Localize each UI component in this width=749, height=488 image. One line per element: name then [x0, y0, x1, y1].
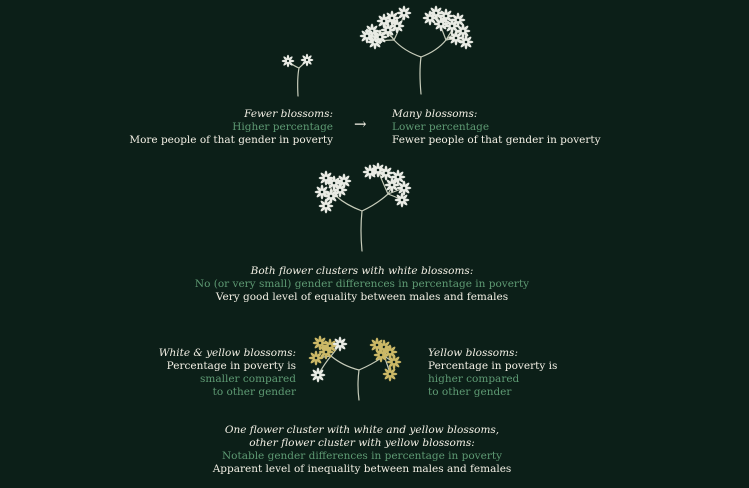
- yellow-line2: higher compared: [428, 373, 520, 385]
- fewer-blossoms-metric: Higher percentage: [232, 121, 333, 133]
- blossom-icon: [282, 55, 295, 68]
- blossom-icon: [319, 345, 334, 360]
- many-blossoms-meaning: Fewer people of that gender in poverty: [392, 134, 601, 146]
- mixed-title-line1: One flower cluster with white and yellow blossoms,: [224, 424, 500, 436]
- both-white-flower-icon: [315, 163, 412, 251]
- blossom-icon: [397, 6, 412, 21]
- fewer-blossoms-title: Fewer blossoms:: [244, 108, 333, 120]
- blossom-icon: [423, 11, 438, 26]
- right-arrow-icon: →: [354, 115, 367, 133]
- dense-flower-icon: [360, 6, 474, 94]
- blossom-icon: [381, 23, 396, 38]
- yellow-line1: Percentage in poverty is: [428, 360, 558, 372]
- mixed-meaning: Apparent level of inequality between males and females: [212, 463, 512, 475]
- yellow-title: Yellow blossoms:: [428, 347, 518, 359]
- fewer-blossoms-meaning: More people of that gender in poverty: [129, 134, 333, 146]
- many-blossoms-legend: [392, 108, 601, 147]
- both-white-legend: [0, 265, 724, 304]
- blossom-icon: [311, 368, 326, 383]
- mixed-metric: Notable gender differences in percentage in poverty: [221, 450, 503, 462]
- sparse-flower-icon: [282, 54, 314, 96]
- many-blossoms-metric: Lower percentage: [392, 121, 490, 133]
- white-yellow-line1: Percentage in poverty is: [166, 360, 296, 372]
- yellow-line3: to other gender: [428, 386, 512, 398]
- white-yellow-title: White & yellow blossoms:: [158, 347, 296, 359]
- blossom-icon: [395, 193, 410, 208]
- blossom-icon: [374, 348, 389, 363]
- blossom-icon: [449, 31, 464, 46]
- white-yellow-legend: [159, 347, 296, 399]
- mixed-title-line2: other flower cluster with yellow blossoms:: [249, 437, 475, 449]
- blossom-icon: [333, 337, 348, 352]
- blossom-icon: [385, 178, 400, 193]
- white-yellow-line3: to other gender: [212, 386, 296, 398]
- many-blossoms-title: Many blossoms:: [392, 108, 478, 120]
- blossom-icon: [383, 367, 398, 382]
- blossom-icon: [333, 183, 348, 198]
- blossom-icon: [363, 165, 378, 180]
- blossom-icon: [379, 166, 394, 181]
- both-white-meaning: Very good level of equality between males and females: [215, 291, 509, 303]
- fewer-blossoms-legend: [129, 108, 333, 147]
- blossom-icon: [387, 355, 402, 370]
- white-yellow-line2: smaller compared: [200, 373, 296, 385]
- mixed-legend: [0, 424, 724, 476]
- yellow-legend: [428, 347, 557, 399]
- mixed-flower-icon: [309, 336, 402, 400]
- both-white-title: Both flower clusters with white blossoms:: [250, 265, 474, 277]
- blossom-icon: [445, 19, 460, 34]
- blossom-icon: [360, 29, 375, 44]
- both-white-metric: No (or very small) gender differences in percentage in poverty: [194, 278, 530, 290]
- blossom-icon: [397, 181, 412, 196]
- blossom-icon: [301, 54, 314, 67]
